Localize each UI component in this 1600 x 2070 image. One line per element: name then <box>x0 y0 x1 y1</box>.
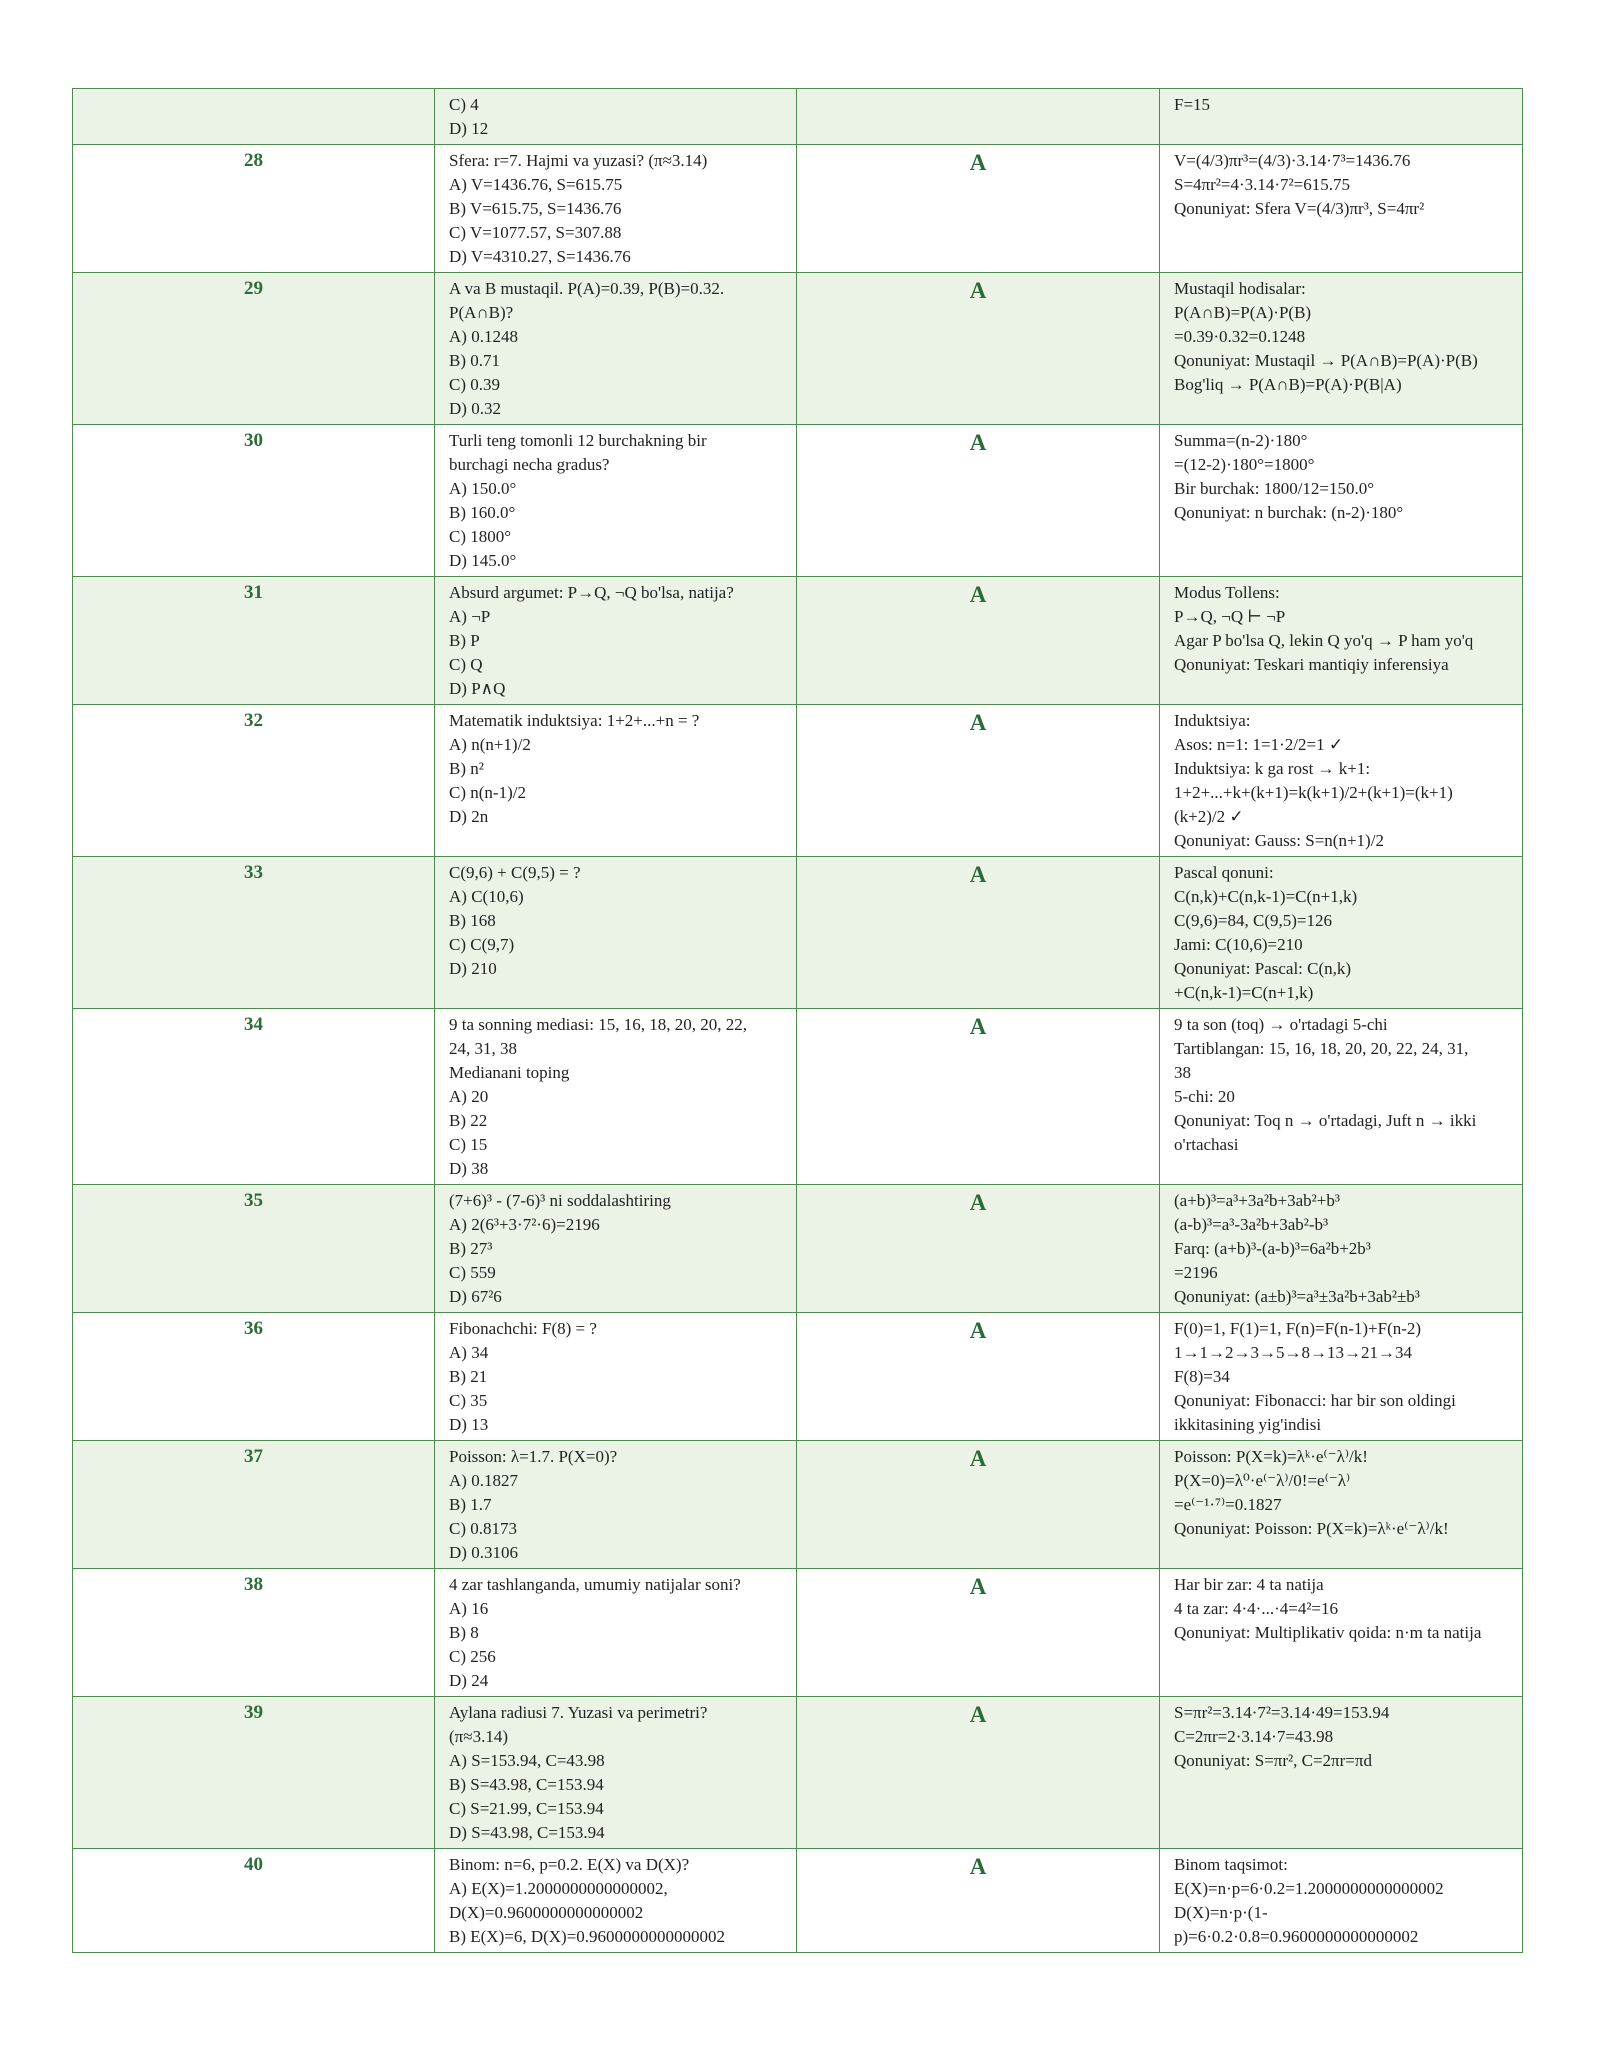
solution-line: P→Q, ¬Q ⊢ ¬P <box>1174 607 1286 626</box>
solution-line: =2196 <box>1174 1263 1218 1282</box>
question-line: D) S=43.98, C=153.94 <box>449 1823 605 1842</box>
solution-line: E(X)=n·p=6·0.2=1.2000000000000002 <box>1174 1879 1444 1898</box>
solution-line: =e⁽⁻¹·⁷⁾=0.1827 <box>1174 1495 1282 1514</box>
question-line: B) E(X)=6, D(X)=0.9600000000000002 <box>449 1927 726 1946</box>
question-number: 37 <box>73 1441 435 1569</box>
correct-answer: A <box>797 145 1160 273</box>
question-cell <box>435 857 797 1009</box>
correct-answer: A <box>797 1849 1160 1953</box>
question-line: B) S=43.98, C=153.94 <box>449 1775 604 1794</box>
table-row <box>73 1313 1523 1441</box>
table-row <box>73 425 1523 577</box>
question-line: 24, 31, 38 <box>449 1039 517 1058</box>
table-row <box>73 145 1523 273</box>
question-line: burchagi necha gradus? <box>449 455 610 474</box>
question-number: 29 <box>73 273 435 425</box>
question-line: C) 4 <box>449 95 479 114</box>
solution-line: =0.39·0.32=0.1248 <box>1174 327 1306 346</box>
question-line: B) 1.7 <box>449 1495 492 1514</box>
solution-line: 1→1→2→3→5→8→13→21→34 <box>1174 1343 1412 1362</box>
question-line: C) 559 <box>449 1263 496 1282</box>
solution-cell <box>1160 1009 1523 1185</box>
solution-line: 5-chi: 20 <box>1174 1087 1235 1106</box>
solution-line: +C(n,k-1)=C(n+1,k) <box>1174 983 1314 1002</box>
solution-line: Qonuniyat: Fibonacci: har bir son oldingi <box>1174 1391 1456 1410</box>
question-line: A) 0.1248 <box>449 327 518 346</box>
solution-line: Qonuniyat: (a±b)³=a³±3a²b+3ab²±b³ <box>1174 1287 1420 1306</box>
correct-answer: A <box>797 1569 1160 1697</box>
solution-line: (a-b)³=a³-3a²b+3ab²-b³ <box>1174 1215 1329 1234</box>
solution-line: S=4πr²=4·3.14·7²=615.75 <box>1174 175 1350 194</box>
question-line: C) S=21.99, C=153.94 <box>449 1799 604 1818</box>
correct-answer: A <box>797 705 1160 857</box>
solution-line: P(A∩B)=P(A)·P(B) <box>1174 303 1312 322</box>
correct-answer <box>797 89 1160 145</box>
question-line: A) C(10,6) <box>449 887 524 906</box>
question-number: 40 <box>73 1849 435 1953</box>
question-line: Matematik induktsiya: 1+2+...+n = ? <box>449 711 700 730</box>
solution-line: Binom taqsimot: <box>1174 1855 1288 1874</box>
question-line: 4 zar tashlanganda, umumiy natijalar soni? <box>449 1575 741 1594</box>
question-number: 28 <box>73 145 435 273</box>
solution-cell <box>1160 1441 1523 1569</box>
question-cell <box>435 1185 797 1313</box>
solution-line: Har bir zar: 4 ta natija <box>1174 1575 1324 1594</box>
correct-answer: A <box>797 1313 1160 1441</box>
question-line: D) 38 <box>449 1159 489 1178</box>
question-line: D) 67²6 <box>449 1287 502 1306</box>
question-line: D) V=4310.27, S=1436.76 <box>449 247 631 266</box>
question-cell <box>435 89 797 145</box>
question-line: C) 0.8173 <box>449 1519 517 1538</box>
correct-answer: A <box>797 1185 1160 1313</box>
question-line: 9 ta sonning mediasi: 15, 16, 18, 20, 20, 22, <box>449 1015 747 1034</box>
solution-cell <box>1160 1569 1523 1697</box>
question-line: Absurd argumet: P→Q, ¬Q bo'lsa, natija? <box>449 583 734 602</box>
question-line: D) 2n <box>449 807 489 826</box>
question-line: A) 20 <box>449 1087 489 1106</box>
question-line: B) P <box>449 631 480 650</box>
correct-answer: A <box>797 857 1160 1009</box>
question-line: D) 13 <box>449 1415 489 1434</box>
question-line: B) n² <box>449 759 484 778</box>
question-number <box>73 89 435 145</box>
question-number: 30 <box>73 425 435 577</box>
solution-cell <box>1160 273 1523 425</box>
solution-line: (a+b)³=a³+3a²b+3ab²+b³ <box>1174 1191 1340 1210</box>
question-line: Turli teng tomonli 12 burchakning bir <box>449 431 707 450</box>
question-number: 39 <box>73 1697 435 1849</box>
question-line: Medianani toping <box>449 1063 570 1082</box>
question-line: D) 24 <box>449 1671 489 1690</box>
question-line: (π≈3.14) <box>449 1727 508 1746</box>
solution-cell <box>1160 1313 1523 1441</box>
question-number: 33 <box>73 857 435 1009</box>
question-line: Aylana radiusi 7. Yuzasi va perimetri? <box>449 1703 708 1722</box>
question-line: A va B mustaqil. P(A)=0.39, P(B)=0.32. <box>449 279 725 298</box>
correct-answer: A <box>797 273 1160 425</box>
table-row <box>73 1009 1523 1185</box>
question-line: C) 35 <box>449 1391 488 1410</box>
solution-line: Mustaqil hodisalar: <box>1174 279 1306 298</box>
question-line: (7+6)³ - (7-6)³ ni soddalashtiring <box>449 1191 671 1210</box>
solution-line: 9 ta son (toq) → o'rtadagi 5-chi <box>1174 1015 1388 1034</box>
question-line: B) 8 <box>449 1623 479 1642</box>
question-line: A) ¬P <box>449 607 491 626</box>
solution-cell <box>1160 705 1523 857</box>
question-cell <box>435 1849 797 1953</box>
question-number: 34 <box>73 1009 435 1185</box>
solution-cell <box>1160 577 1523 705</box>
question-cell <box>435 705 797 857</box>
solution-cell <box>1160 425 1523 577</box>
solution-line: Qonuniyat: Sfera V=(4/3)πr³, S=4πr² <box>1174 199 1425 218</box>
table-row <box>73 1697 1523 1849</box>
solution-cell <box>1160 89 1523 145</box>
solution-line: P(X=0)=λ⁰·e⁽⁻λ⁾/0!=e⁽⁻λ⁾ <box>1174 1471 1351 1490</box>
solution-line: Qonuniyat: n burchak: (n-2)·180° <box>1174 503 1404 522</box>
table-row <box>73 273 1523 425</box>
question-line: B) 21 <box>449 1367 488 1386</box>
question-cell <box>435 1313 797 1441</box>
correct-answer: A <box>797 577 1160 705</box>
solution-line: p)=6·0.2·0.8=0.9600000000000002 <box>1174 1927 1419 1946</box>
solution-line: Pascal qonuni: <box>1174 863 1274 882</box>
solution-line: F(8)=34 <box>1174 1367 1230 1386</box>
question-line: P(A∩B)? <box>449 303 514 322</box>
solution-line: Qonuniyat: Poisson: P(X=k)=λᵏ·e⁽⁻λ⁾/k! <box>1174 1519 1449 1538</box>
question-line: B) 22 <box>449 1111 488 1130</box>
question-cell <box>435 273 797 425</box>
solution-line: =(12-2)·180°=1800° <box>1174 455 1315 474</box>
solution-line: D(X)=n·p·(1- <box>1174 1903 1268 1922</box>
solution-line: V=(4/3)πr³=(4/3)·3.14·7³=1436.76 <box>1174 151 1411 170</box>
question-cell <box>435 1697 797 1849</box>
table-row <box>73 857 1523 1009</box>
solution-line: 38 <box>1174 1063 1191 1082</box>
solution-line: Qonuniyat: Pascal: C(n,k) <box>1174 959 1352 978</box>
solution-cell <box>1160 1849 1523 1953</box>
solution-line: Qonuniyat: Multiplikativ qoida: n·m ta natija <box>1174 1623 1482 1642</box>
question-line: C) V=1077.57, S=307.88 <box>449 223 622 242</box>
solution-line: 1+2+...+k+(k+1)=k(k+1)/2+(k+1)=(k+1) <box>1174 783 1453 802</box>
question-line: B) 0.71 <box>449 351 500 370</box>
question-line: A) 2(6³+3·7²·6)=2196 <box>449 1215 600 1234</box>
solution-line: Summa=(n-2)·180° <box>1174 431 1308 450</box>
question-line: A) 34 <box>449 1343 489 1362</box>
question-line: C) n(n-1)/2 <box>449 783 526 802</box>
question-line: Binom: n=6, p=0.2. E(X) va D(X)? <box>449 1855 690 1874</box>
table-row <box>73 1569 1523 1697</box>
table-row <box>73 1441 1523 1569</box>
question-line: Sfera: r=7. Hajmi va yuzasi? (π≈3.14) <box>449 151 708 170</box>
answer-table-body <box>73 89 1523 1953</box>
question-number: 36 <box>73 1313 435 1441</box>
question-line: A) E(X)=1.2000000000000002, <box>449 1879 668 1898</box>
question-number: 31 <box>73 577 435 705</box>
table-row <box>73 577 1523 705</box>
question-line: D) P∧Q <box>449 679 506 698</box>
solution-line: Tartiblangan: 15, 16, 18, 20, 20, 22, 24, 31, <box>1174 1039 1469 1058</box>
question-cell <box>435 577 797 705</box>
solution-line: Qonuniyat: Gauss: S=n(n+1)/2 <box>1174 831 1384 850</box>
solution-cell <box>1160 145 1523 273</box>
question-line: C) C(9,7) <box>449 935 515 954</box>
question-line: Poisson: λ=1.7. P(X=0)? <box>449 1447 618 1466</box>
question-number: 32 <box>73 705 435 857</box>
question-line: C) 0.39 <box>449 375 500 394</box>
question-line: B) 27³ <box>449 1239 493 1258</box>
solution-cell <box>1160 1697 1523 1849</box>
solution-line: C(n,k)+C(n,k-1)=C(n+1,k) <box>1174 887 1358 906</box>
correct-answer: A <box>797 1697 1160 1849</box>
question-line: A) 16 <box>449 1599 489 1618</box>
correct-answer: A <box>797 1441 1160 1569</box>
question-line: B) V=615.75, S=1436.76 <box>449 199 622 218</box>
question-line: C) 256 <box>449 1647 496 1666</box>
question-line: C) Q <box>449 655 483 674</box>
answer-table <box>72 88 1523 1953</box>
solution-line: Asos: n=1: 1=1·2/2=1 ✓ <box>1174 735 1344 754</box>
solution-line: Induktsiya: <box>1174 711 1251 730</box>
question-line: B) 168 <box>449 911 496 930</box>
question-line: A) 0.1827 <box>449 1471 518 1490</box>
solution-line: F(0)=1, F(1)=1, F(n)=F(n-1)+F(n-2) <box>1174 1319 1422 1338</box>
question-line: B) 160.0° <box>449 503 516 522</box>
solution-line: F=15 <box>1174 95 1211 114</box>
table-row <box>73 1185 1523 1313</box>
question-line: A) n(n+1)/2 <box>449 735 531 754</box>
solution-line: S=πr²=3.14·7²=3.14·49=153.94 <box>1174 1703 1390 1722</box>
solution-line: Qonuniyat: Teskari mantiqiy inferensiya <box>1174 655 1449 674</box>
solution-line: Jami: C(10,6)=210 <box>1174 935 1303 954</box>
question-line: Fibonachchi: F(8) = ? <box>449 1319 597 1338</box>
question-cell <box>435 425 797 577</box>
solution-cell <box>1160 1185 1523 1313</box>
question-line: C) 1800° <box>449 527 512 546</box>
solution-line: ikkitasining yig'indisi <box>1174 1415 1322 1434</box>
question-line: C) 15 <box>449 1135 488 1154</box>
question-line: A) 150.0° <box>449 479 517 498</box>
solution-line: C=2πr=2·3.14·7=43.98 <box>1174 1727 1334 1746</box>
table-row <box>73 705 1523 857</box>
question-line: A) V=1436.76, S=615.75 <box>449 175 623 194</box>
correct-answer: A <box>797 1009 1160 1185</box>
question-cell <box>435 1569 797 1697</box>
question-line: D) 210 <box>449 959 497 978</box>
question-line: D) 0.32 <box>449 399 501 418</box>
solution-line: Qonuniyat: Mustaqil → P(A∩B)=P(A)·P(B) <box>1174 351 1478 370</box>
solution-line: Bir burchak: 1800/12=150.0° <box>1174 479 1375 498</box>
solution-line: C(9,6)=84, C(9,5)=126 <box>1174 911 1332 930</box>
question-line: D(X)=0.9600000000000002 <box>449 1903 644 1922</box>
solution-line: Induktsiya: k ga rost → k+1: <box>1174 759 1371 778</box>
solution-line: o'rtachasi <box>1174 1135 1239 1154</box>
solution-line: Farq: (a+b)³-(a-b)³=6a²b+2b³ <box>1174 1239 1371 1258</box>
question-cell <box>435 1441 797 1569</box>
question-cell <box>435 145 797 273</box>
table-row <box>73 89 1523 145</box>
table-row <box>73 1849 1523 1953</box>
solution-line: Poisson: P(X=k)=λᵏ·e⁽⁻λ⁾/k! <box>1174 1447 1368 1466</box>
solution-line: Qonuniyat: Toq n → o'rtadagi, Juft n → ikki <box>1174 1111 1477 1130</box>
question-line: C(9,6) + C(9,5) = ? <box>449 863 581 882</box>
question-line: D) 0.3106 <box>449 1543 518 1562</box>
solution-line: Modus Tollens: <box>1174 583 1280 602</box>
question-line: D) 12 <box>449 119 489 138</box>
question-number: 38 <box>73 1569 435 1697</box>
question-line: A) S=153.94, C=43.98 <box>449 1751 605 1770</box>
solution-line: 4 ta zar: 4·4·...·4=4²=16 <box>1174 1599 1338 1618</box>
solution-cell <box>1160 857 1523 1009</box>
question-line: D) 145.0° <box>449 551 517 570</box>
question-number: 35 <box>73 1185 435 1313</box>
correct-answer: A <box>797 425 1160 577</box>
solution-line: Bog'liq → P(A∩B)=P(A)·P(B|A) <box>1174 375 1402 394</box>
solution-line: (k+2)/2 ✓ <box>1174 807 1244 826</box>
solution-line: Agar P bo'lsa Q, lekin Q yo'q → P ham yo'q <box>1174 631 1474 650</box>
answer-table-page <box>72 88 1522 1953</box>
solution-line: Qonuniyat: S=πr², C=2πr=πd <box>1174 1751 1372 1770</box>
question-cell <box>435 1009 797 1185</box>
